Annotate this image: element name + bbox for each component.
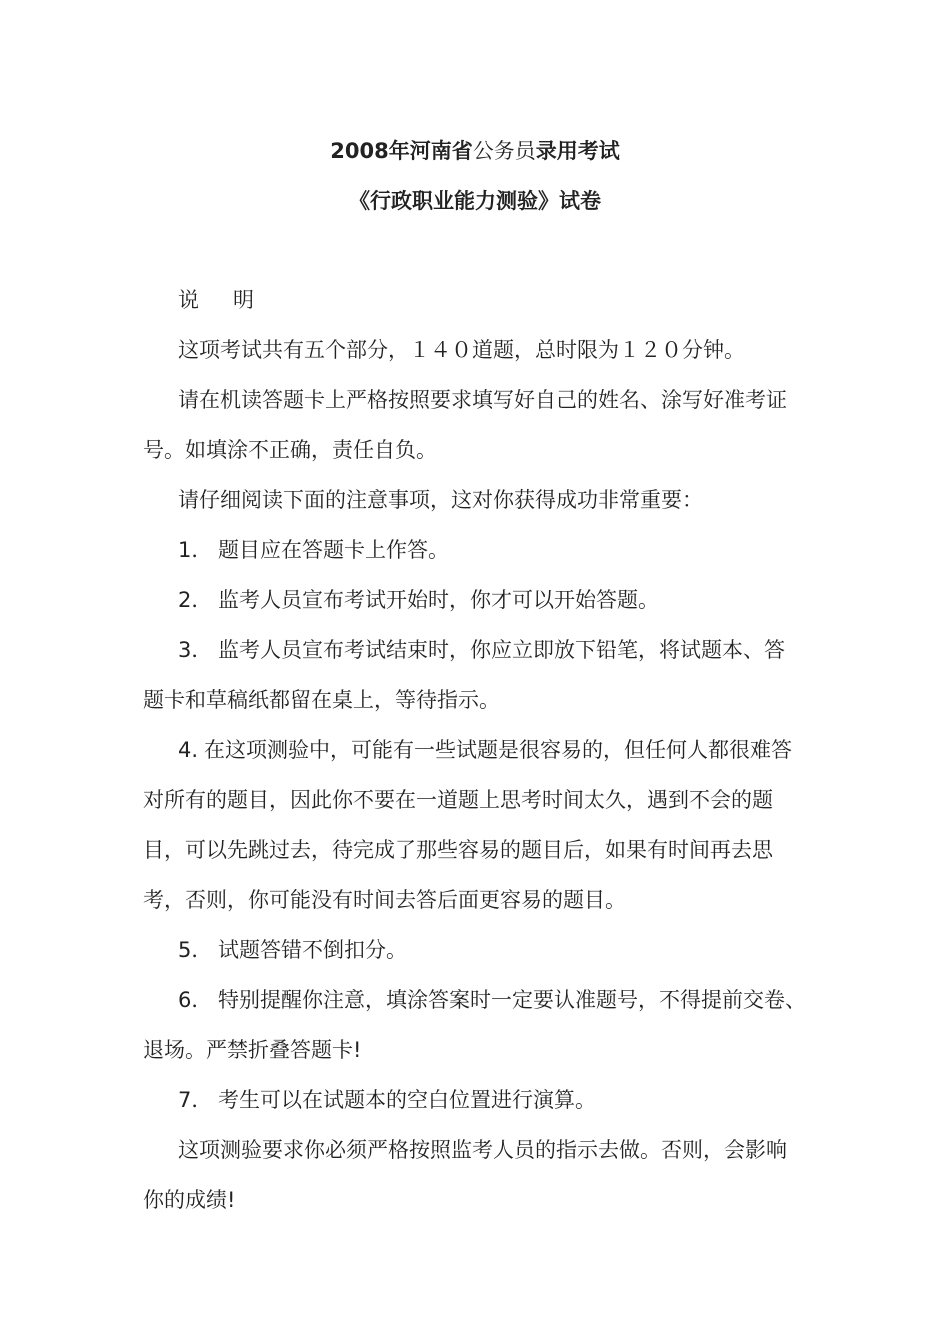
closing-paragraph-line-2: 你的成绩! (143, 1188, 236, 1212)
list-item (178, 1085, 823, 1115)
heading-char-2: 明 (233, 288, 254, 312)
item-text: 监考人员宣布考试开始时，你才可以开始答题。 (218, 588, 659, 612)
list-item (178, 735, 823, 765)
item-text: 监考人员宣布考试结束时，你应立即放下铅笔，将试题本、答 (218, 638, 785, 662)
item-number: 2． (178, 588, 213, 612)
item-number: 5． (178, 938, 213, 962)
title-year-province: 2008年河南省 (330, 139, 473, 163)
list-item (178, 535, 823, 565)
read-notice-paragraph: 请仔细阅读下面的注意事项，这对你获得成功非常重要： (178, 488, 703, 512)
item-number: 1． (178, 538, 213, 562)
intro-paragraph: 这项考试共有五个部分，１４０道题，总时限为１２０分钟。 (178, 338, 745, 362)
item-text: 试题答错不倒扣分。 (218, 938, 407, 962)
item-number: 6． (178, 988, 213, 1012)
item-number: 7． (178, 1088, 213, 1112)
document-title (0, 136, 950, 166)
heading-char-1: 说 (178, 288, 199, 312)
title-exam: 录用考试 (535, 139, 620, 163)
fill-in-paragraph-line-1: 请在机读答题卡上严格按照要求填写好自己的姓名、涂写好准考证 (178, 388, 787, 412)
title-civil-servant: 公务员 (472, 139, 536, 163)
item-text: 题目应在答题卡上作答。 (218, 538, 449, 562)
item-text: 在这项测验中，可能有一些试题是很容易的，但任何人都很难答 (204, 738, 793, 762)
fill-in-paragraph-line-2: 号。如填涂不正确，责任自负。 (143, 438, 437, 462)
list-item (178, 585, 823, 615)
item-text-continuation: 退场。严禁折叠答题卡! (143, 1038, 362, 1062)
instructions-heading (178, 285, 823, 315)
closing-paragraph-line-1: 这项测验要求你必须严格按照监考人员的指示去做。否则，会影响 (178, 1138, 787, 1162)
item-number: 3． (178, 638, 213, 662)
item-text-continuation: 对所有的题目，因此你不要在一道题上思考时间太久，遇到不会的题 (143, 788, 773, 812)
item-number: 4. (178, 738, 199, 762)
item-text: 特别提醒你注意，填涂答案时一定要认准题号，不得提前交卷、 (218, 988, 806, 1012)
list-item (178, 935, 823, 965)
item-text-continuation: 目，可以先跳过去，待完成了那些容易的题目后，如果有时间再去思 (143, 838, 773, 862)
document-subtitle: 《行政职业能力测验》试卷 (349, 189, 601, 213)
item-text-continuation: 考，否则，你可能没有时间去答后面更容易的题目。 (143, 888, 626, 912)
list-item (178, 985, 823, 1015)
item-text-continuation: 题卡和草稿纸都留在桌上，等待指示。 (143, 688, 500, 712)
item-text: 考生可以在试题本的空白位置进行演算。 (218, 1088, 596, 1112)
list-item (178, 635, 823, 665)
